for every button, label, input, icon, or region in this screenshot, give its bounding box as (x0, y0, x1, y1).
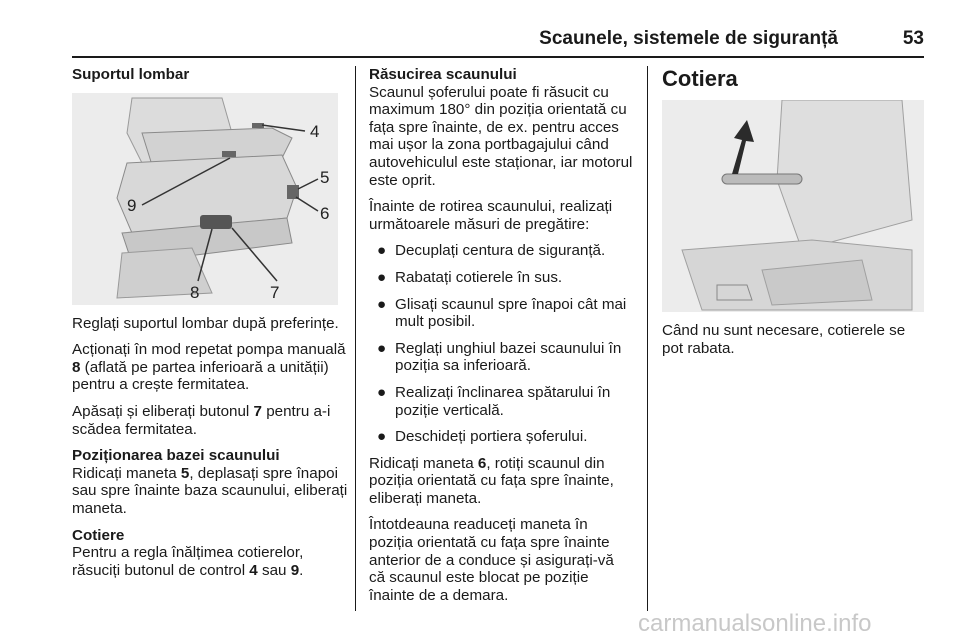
paragraph-button: Apăsați și eliberați butonul 7 pentru a-i scădea fermitatea. (72, 402, 331, 438)
page-header (72, 28, 924, 50)
paragraph-lever: Ridicați maneta 6, rotiți scaunul din poziția orientată cu fața spre înainte, eliberați maneta. (369, 454, 614, 507)
subsection-rotation (369, 66, 633, 189)
column-divider-2 (647, 66, 648, 611)
armrest-illustration (662, 100, 924, 312)
list-item: ● Realizați înclinarea spătarului în poziție verticală. (377, 383, 611, 419)
column-lumbar-support (72, 66, 348, 588)
section-heading-armrest: Cotiera (662, 66, 738, 91)
paragraph-return-lever: Întotdeauna readuceți maneta în poziția orientată cu fața spre înainte anterior de a conduce și asigurați-vă că scaunul este blocat pe poziție înainte de a demara. (369, 516, 614, 604)
subheading-rotation: Răsucirea scaunului (369, 66, 517, 83)
callout-8: 8 (190, 282, 200, 302)
list-item: ● Glisați scaunul spre înapoi cât mai mult posibil. (377, 295, 627, 331)
callout-9: 9 (127, 195, 137, 215)
page-number: 53 (902, 28, 924, 49)
watermark: carmanualsonline.info (638, 610, 872, 637)
column-armrest (662, 66, 924, 366)
subheading-seat-base: Poziționarea bazei scaunului (72, 447, 280, 465)
paragraph-rotation: Scaunul șoferului poate fi răsucit cu maximum 180° din poziția orientată cu fața spre înainte, de ex. pentru acces mai ușor la zona portbagajului când autovehiculul este staționar, iar motorul este oprit. (369, 83, 633, 189)
preparation-list (369, 242, 633, 445)
subsection-armrests: Cotiere Pentru a regla înălțimea cotierelor, răsuciți butonul de control 4 sau 9. (72, 526, 304, 579)
list-item: ● Reglați unghiul bazei scaunului în poziția sa inferioară. (377, 339, 622, 375)
paragraph-adjust: Reglați suportul lombar după preferințe. (72, 314, 339, 332)
subsection-seat-base: Poziționarea bazei scaunului Ridicați maneta 5, deplasați spre înapoi sau spre înainte baza scaunului, eliberați maneta. (72, 447, 348, 517)
paragraph-preparation: Înainte de rotirea scaunului, realizați următoarele măsuri de pregătire: (369, 198, 613, 233)
column-divider-1 (355, 66, 356, 611)
chapter-title: Scaunele, sistemele de siguranță (539, 28, 838, 49)
lumbar-seat-illustration (72, 93, 338, 305)
list-item: ● Rabatați cotierele în sus. (377, 268, 563, 286)
header-rule (72, 56, 924, 58)
paragraph-armrest-fold: Când nu sunt necesare, cotierele se pot rabata. (662, 322, 906, 357)
column-seat-rotation (369, 66, 633, 613)
list-item: ● Decuplați centura de siguranță. (377, 242, 606, 260)
subheading-armrests: Cotiere (72, 526, 125, 544)
section-heading-lumbar: Suportul lombar (72, 66, 190, 83)
callout-6: 6 (320, 203, 330, 223)
callout-4: 4 (310, 121, 320, 141)
callout-5: 5 (320, 167, 330, 187)
list-item: ● Deschideți portiera șoferului. (377, 428, 588, 446)
paragraph-pump: Acționați în mod repetat pompa manuală 8 (aflată pe partea inferioară a unității) pentru a crește fermitatea. (72, 341, 346, 394)
callout-7: 7 (270, 282, 280, 302)
